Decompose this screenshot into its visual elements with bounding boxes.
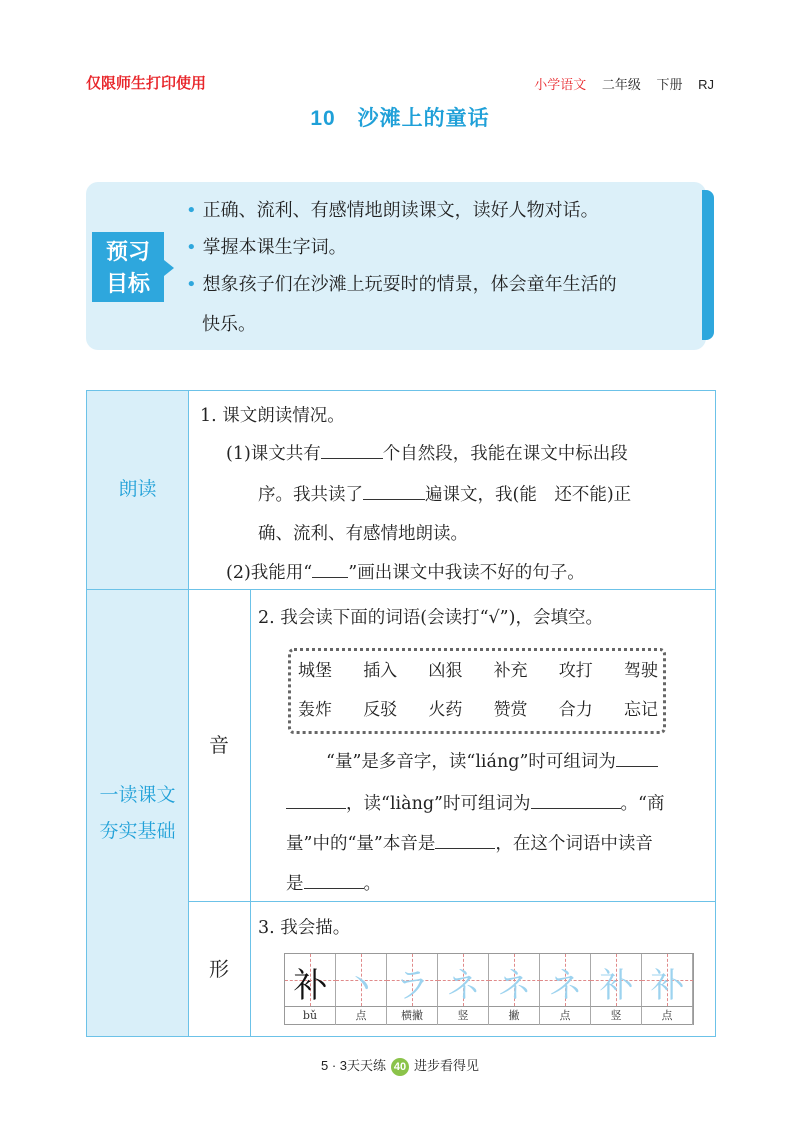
word[interactable]: 攻打 <box>558 661 593 681</box>
stroke-step-character: ネ <box>548 966 583 1006</box>
goal-item: • 掌握本课生字词。 <box>186 237 347 258</box>
print-restriction-note: 仅限师生打印使用 <box>86 75 207 92</box>
text: (1)课文共有 <box>226 444 321 464</box>
volume-label: 下册 <box>656 77 683 92</box>
tracing-cell[interactable] <box>540 954 591 1006</box>
word[interactable]: 凶狠 <box>428 661 463 681</box>
word[interactable]: 反驳 <box>363 700 398 720</box>
footer-slogan: 进步看得见 <box>414 1058 480 1073</box>
text: 量”中的“量”本音是 <box>286 834 436 854</box>
footer-brand: 5 · 3天天练 <box>320 1058 386 1073</box>
tracing-cell[interactable] <box>642 954 693 1006</box>
stroke-step-character: ネ <box>446 966 481 1006</box>
question-1-title: 1. 课文朗读情况。 <box>200 406 345 426</box>
answer-blank[interactable] <box>363 498 425 500</box>
text: 遍课文，我(能 还不能)正 <box>425 485 632 505</box>
lesson-title: 10 沙滩上的童话 <box>310 107 490 130</box>
answer-blank[interactable] <box>304 887 364 889</box>
section-head-basics <box>87 590 188 1036</box>
word[interactable]: 火药 <box>428 700 463 720</box>
answer-blank[interactable] <box>531 807 621 809</box>
goal-item: • 正确、流利、有感情地朗读课文，读好人物对话。 <box>186 200 599 221</box>
stroke-step-character: 丶 <box>344 966 379 1006</box>
subject-label: 小学语文 <box>534 77 587 92</box>
question-1-a-line2 <box>258 481 631 506</box>
stroke-label: bǔ <box>285 1006 336 1025</box>
word[interactable]: 驾驶 <box>623 661 658 681</box>
text: 。 <box>363 874 381 894</box>
text: ”画出课文中我读不好的句子。 <box>348 563 585 583</box>
word[interactable]: 城堡 <box>298 661 332 681</box>
text: (2)我能用“ <box>226 563 313 583</box>
goals-badge-line1: 预习 <box>105 239 150 264</box>
tracing-cell[interactable] <box>285 954 336 1006</box>
text: 个自然段，我能在课文中标出段 <box>382 444 628 464</box>
question-3-title: 3. 我会描。 <box>258 918 351 938</box>
section-head-reading: 朗读 <box>87 391 188 589</box>
answer-blank[interactable] <box>435 847 495 849</box>
question-1-a-line1 <box>226 440 628 465</box>
tracing-cell[interactable] <box>438 954 489 1006</box>
stroke-label: 竖 <box>438 1006 489 1025</box>
word-row-2 <box>298 695 658 720</box>
stroke-label: 点 <box>336 1006 387 1025</box>
goal-text: 正确、流利、有感情地朗读课文，读好人物对话。 <box>202 200 599 221</box>
footer <box>0 1055 800 1076</box>
word[interactable]: 插入 <box>363 661 398 681</box>
model-character: 补 <box>293 966 328 1006</box>
text: ，读“liàng”时可组词为 <box>346 794 531 814</box>
goals-badge-line2: 目标 <box>105 271 150 296</box>
goal-item-continued: 快乐。 <box>202 314 256 335</box>
stroke-label: 横撇 <box>387 1006 438 1025</box>
question-1-a-line3: 确、流利、有感情地朗读。 <box>258 524 468 544</box>
text: 。“商 <box>620 794 665 814</box>
word[interactable]: 合力 <box>558 700 593 720</box>
section-head-basics-line1: 一读课文 <box>99 785 176 806</box>
answer-blank[interactable] <box>312 576 348 578</box>
goal-item: • 想象孩子们在沙滩上玩耍时的情景，体会童年生活的 <box>186 274 617 295</box>
table-divider <box>250 589 251 1037</box>
text: 序。我共读了 <box>258 485 363 505</box>
goal-text: 掌握本课生字词。 <box>202 237 347 258</box>
answer-blank[interactable] <box>321 457 383 459</box>
page-number: 40 <box>391 1058 409 1076</box>
question-2-title: 2. 我会读下面的词语(会读打“√”)，会填空。 <box>258 608 603 628</box>
word[interactable]: 轰炸 <box>298 700 332 720</box>
book-info <box>534 74 714 93</box>
text: “量”是多音字，读“liáng”时可组词为 <box>326 752 616 772</box>
text: 是 <box>286 874 304 894</box>
goal-text: 想象孩子们在沙滩上玩耍时的情景，体会童年生活的 <box>202 274 617 295</box>
tracing-cell[interactable] <box>489 954 540 1006</box>
word-row-1 <box>298 656 658 681</box>
stroke-label: 点 <box>642 1006 693 1025</box>
fill-line-1 <box>326 748 658 773</box>
text: ，在这个词语中读音 <box>495 834 653 854</box>
fill-line-3 <box>286 830 653 855</box>
sub-head-shape: 形 <box>209 957 229 981</box>
goals-badge <box>92 232 164 302</box>
tracing-cell[interactable] <box>336 954 387 1006</box>
table-divider <box>86 589 716 590</box>
question-1-b <box>226 559 585 584</box>
tracing-grid <box>284 953 694 1025</box>
fill-line-4 <box>286 870 381 895</box>
sub-head-sound: 音 <box>209 733 229 757</box>
word[interactable]: 赞赏 <box>493 700 528 720</box>
word[interactable]: 补充 <box>493 661 528 681</box>
edition-label: RJ <box>698 77 714 92</box>
fill-line-2 <box>286 790 664 815</box>
table-divider <box>188 901 716 902</box>
word[interactable]: 忘记 <box>623 700 658 720</box>
section-head-basics-line2: 夯实基础 <box>99 821 176 842</box>
tracing-cell[interactable] <box>591 954 642 1006</box>
tracing-cell[interactable] <box>387 954 438 1006</box>
stroke-step-character: ラ <box>395 966 430 1006</box>
stroke-step-character: 补 <box>599 966 634 1006</box>
answer-blank[interactable] <box>616 765 658 767</box>
stroke-step-character: ネ <box>497 966 532 1006</box>
stroke-label: 竖 <box>591 1006 642 1025</box>
answer-blank[interactable] <box>286 807 346 809</box>
stroke-label: 点 <box>540 1006 591 1025</box>
grade-label: 二年级 <box>601 77 641 92</box>
stroke-label: 撇 <box>489 1006 540 1025</box>
stroke-step-character: 补 <box>650 966 685 1006</box>
